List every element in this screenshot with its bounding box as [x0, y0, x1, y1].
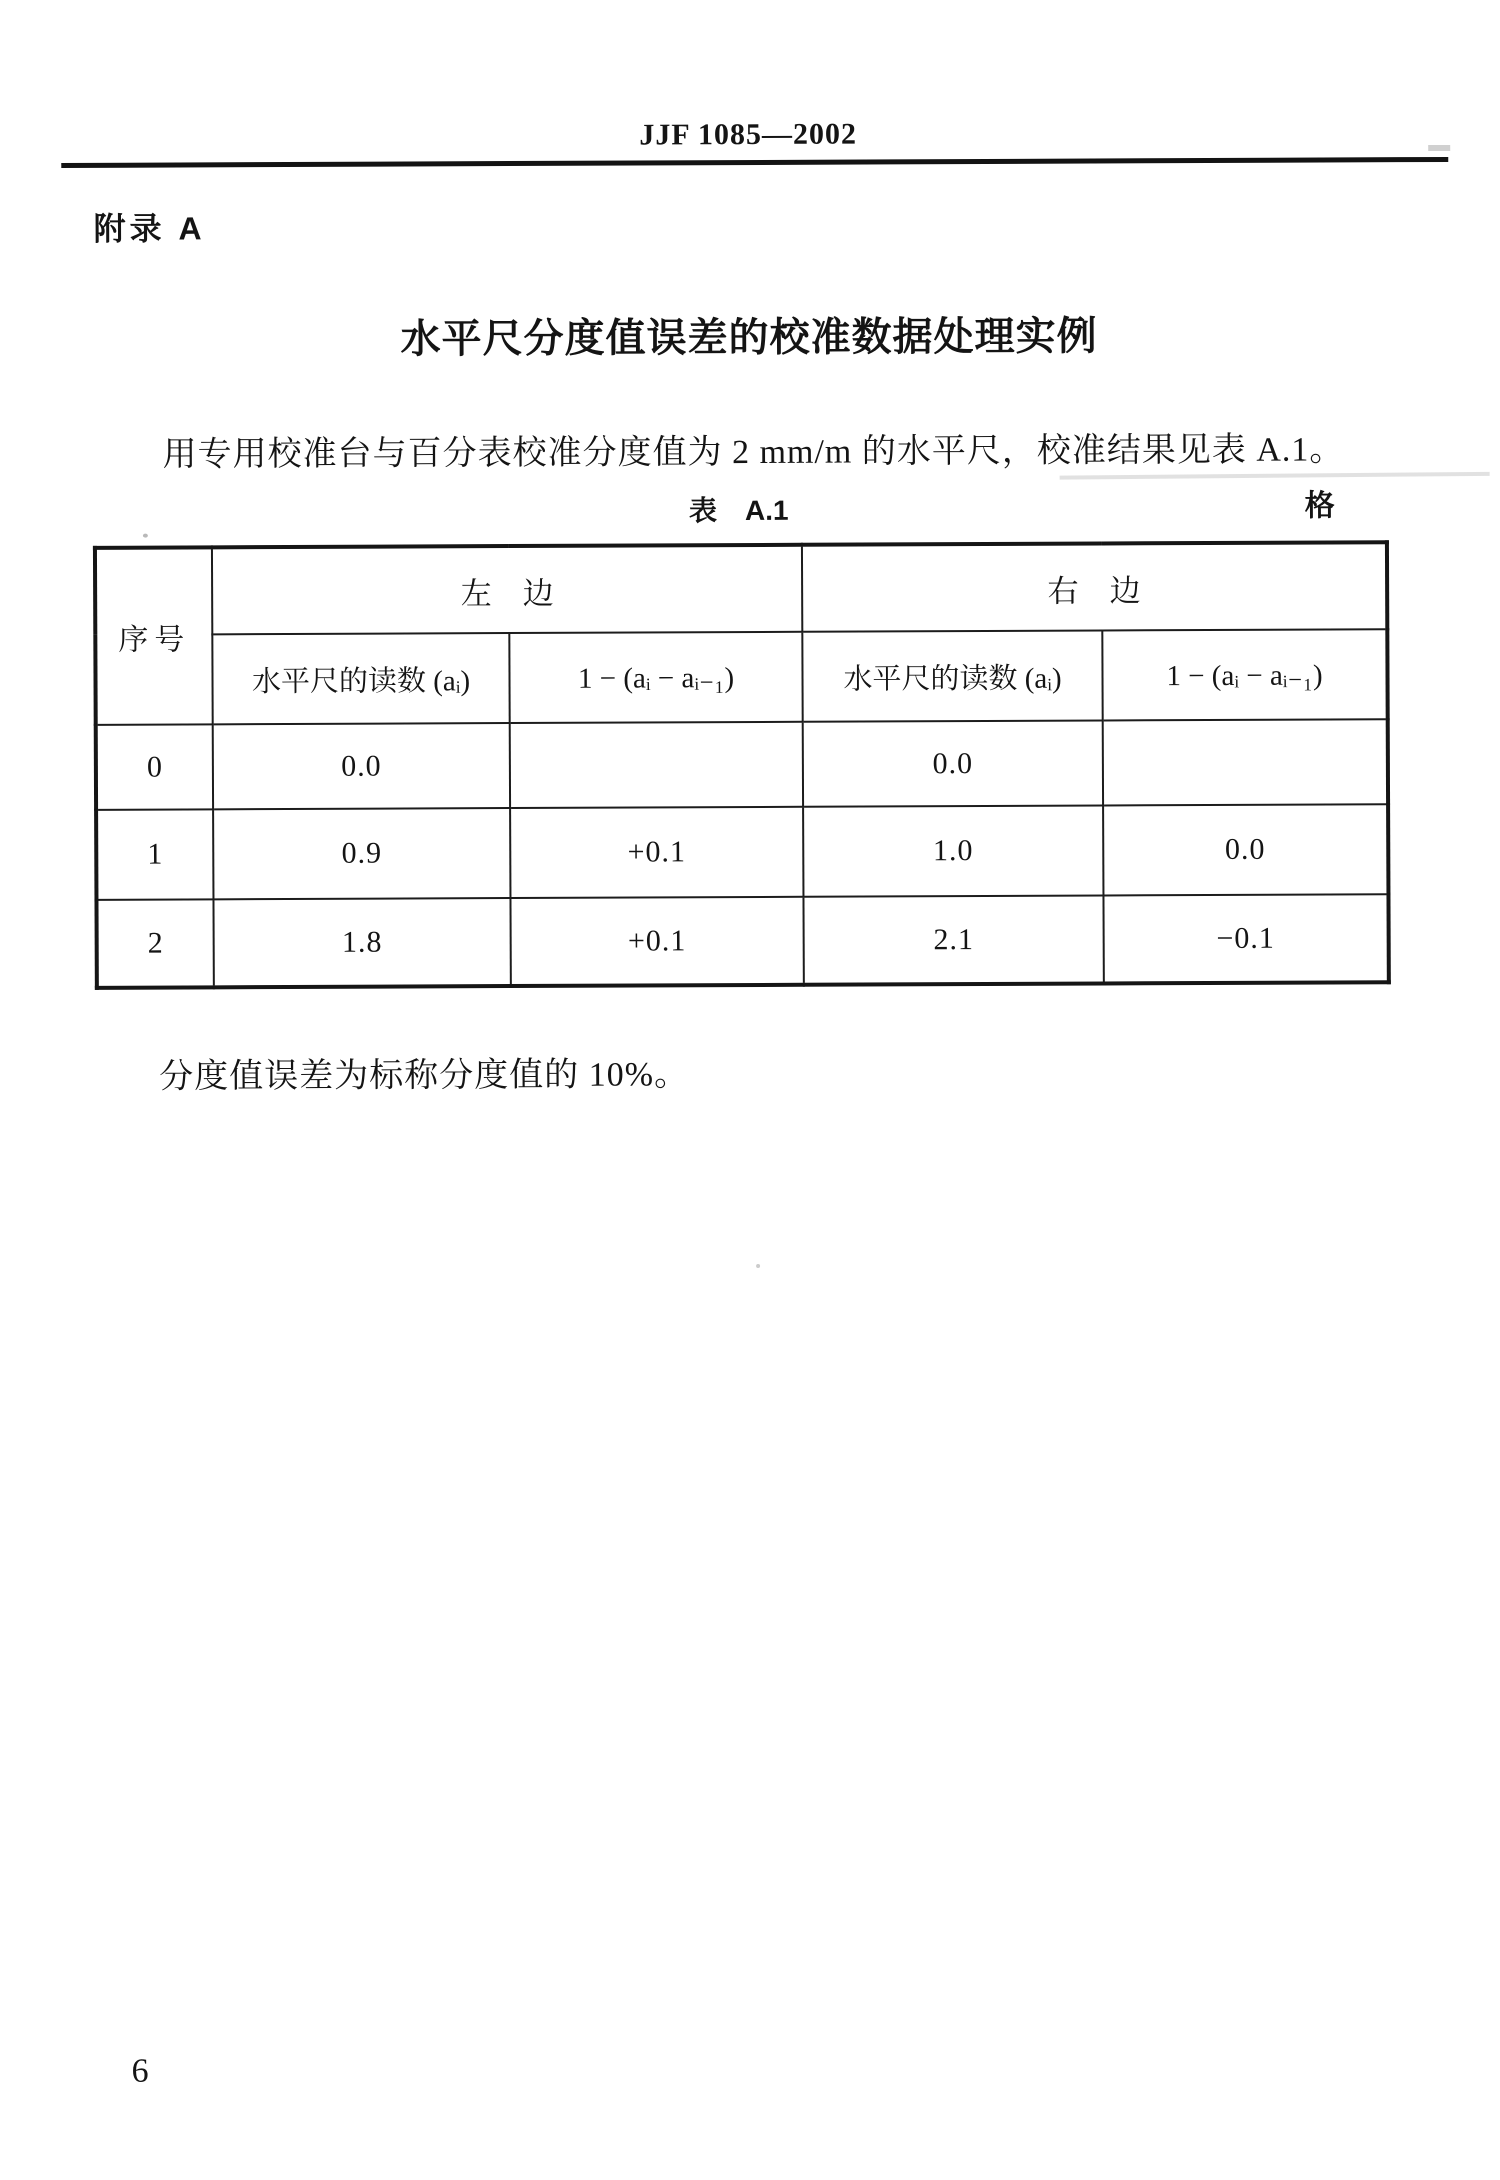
header-left-group: 左 边 — [212, 545, 802, 635]
table-row — [96, 894, 1388, 988]
table-unit-label: 格 — [1304, 489, 1335, 523]
cell-seq: 0 — [96, 724, 213, 810]
calibration-table — [93, 540, 1391, 990]
header-rule — [61, 157, 1448, 168]
cell-right-diff — [1103, 719, 1388, 805]
cell-left-reading: 0.9 — [213, 808, 510, 899]
cell-left-reading: 1.8 — [213, 898, 510, 987]
scan-artifact — [143, 534, 148, 538]
cell-left-diff — [510, 722, 803, 808]
cell-right-reading: 0.0 — [803, 720, 1103, 806]
cell-right-diff: 0.0 — [1103, 804, 1388, 895]
header-right-reading: 水平尺的读数 (aᵢ) — [802, 630, 1102, 721]
cell-seq: 1 — [96, 809, 213, 900]
table-caption: 表 A.1 — [688, 494, 789, 527]
intro-paragraph: 用专用校准台与百分表校准分度值为 2 mm/m 的水平尺，校准结果见表 A.1。 — [162, 431, 1345, 474]
appendix-label: 附录 A — [93, 210, 206, 247]
header-left-diff: 1 − (aᵢ − aᵢ₋₁) — [509, 632, 802, 723]
standard-number: JJF 1085—2002 — [639, 117, 858, 152]
header-right-group: 右 边 — [802, 542, 1387, 632]
cell-seq: 2 — [96, 899, 213, 988]
header-seq: 序号 — [95, 547, 213, 725]
cell-right-reading: 1.0 — [803, 805, 1103, 896]
table-header-group-row — [95, 542, 1387, 635]
cell-left-diff: +0.1 — [510, 897, 803, 986]
page-title: 水平尺分度值误差的校准数据处理实例 — [400, 314, 1098, 362]
cell-left-reading: 0.0 — [213, 723, 510, 809]
header-right-diff: 1 − (aᵢ − aᵢ₋₁) — [1102, 629, 1387, 720]
header-left-reading: 水平尺的读数 (aᵢ) — [212, 633, 509, 724]
result-note: 分度值误差为标称分度值的 10%。 — [159, 1056, 690, 1096]
table-row — [96, 719, 1388, 810]
table-caption-row — [93, 486, 1385, 528]
cell-right-diff: −0.1 — [1103, 894, 1388, 983]
scan-artifact — [756, 1264, 760, 1268]
scan-artifact — [1060, 472, 1490, 480]
table-header-sub-row — [95, 629, 1387, 725]
table-row — [96, 804, 1388, 900]
cell-left-diff: +0.1 — [510, 807, 803, 898]
page-number: 6 — [131, 2052, 149, 2090]
cell-right-reading: 2.1 — [803, 895, 1103, 984]
